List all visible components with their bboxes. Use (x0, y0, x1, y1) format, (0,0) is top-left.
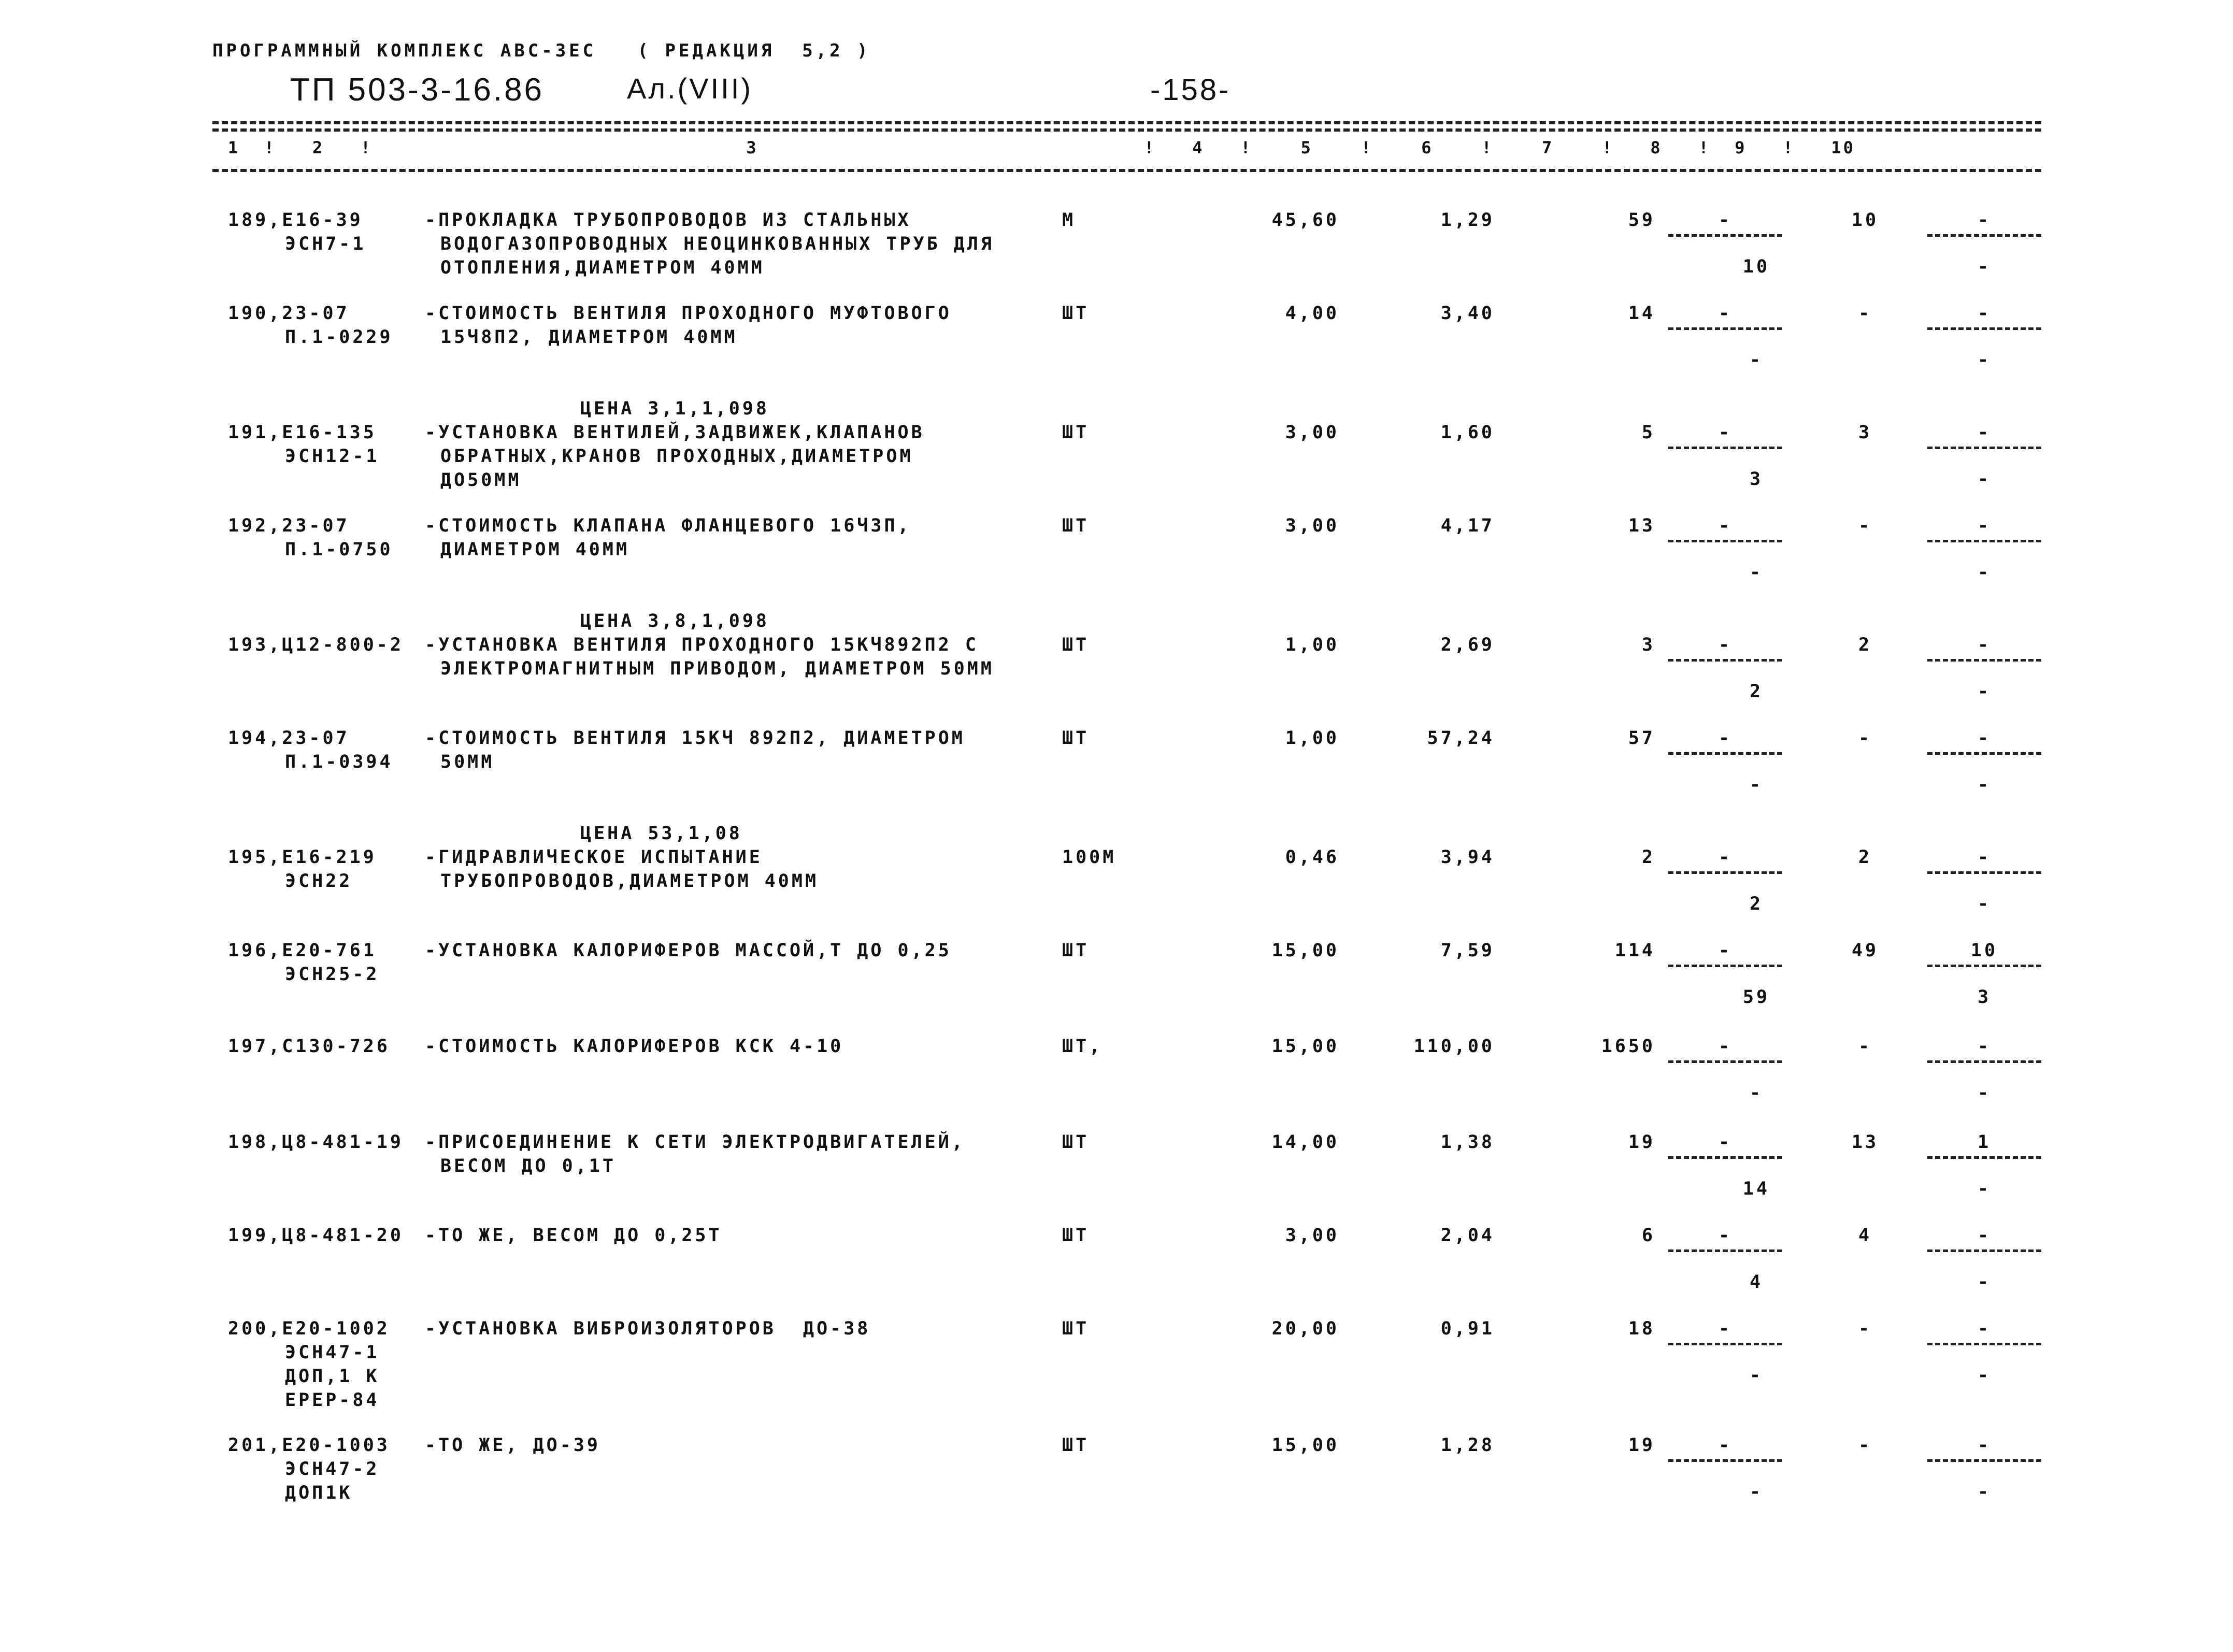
row-unit-price: 57,24 (1427, 728, 1495, 749)
row-description: ДО50ММ (440, 470, 522, 491)
col8-divider (1668, 965, 1782, 967)
row-quantity: 1,00 (1285, 728, 1339, 749)
col10-bottom: - (1977, 894, 1992, 914)
col10-bottom: - (1977, 562, 1992, 583)
row-total: 114 (1614, 940, 1655, 961)
row-total: 3 (1641, 635, 1655, 655)
row-code: 190,23-07 (228, 303, 350, 324)
col8-bottom: 2 (1749, 894, 1764, 914)
col9-value: 3 (1858, 422, 1872, 443)
col8-divider (1668, 1060, 1782, 1063)
row-description: -СТОИМОСТЬ КЛАПАНА ФЛАНЦЕВОГО 16Ч3П, (425, 515, 911, 536)
col8-top: - (1718, 847, 1733, 868)
col10-top: - (1977, 1318, 1992, 1339)
row-description: -СТОИМОСТЬ ВЕНТИЛЯ ПРОХОДНОГО МУФТОВОГО (425, 303, 952, 324)
row-total: 19 (1628, 1132, 1655, 1153)
row-quantity: 3,00 (1285, 515, 1339, 536)
col8-divider (1668, 1343, 1782, 1345)
col8-top: - (1718, 210, 1733, 231)
header-rule-top-2 (212, 128, 2041, 132)
row-total: 6 (1641, 1225, 1655, 1246)
col10-bottom: 3 (1977, 987, 1992, 1008)
col8-top: - (1718, 1318, 1733, 1339)
row-unit: ШТ (1062, 303, 1090, 324)
row-quantity: 1,00 (1285, 635, 1339, 655)
col9-value: - (1858, 1435, 1872, 1456)
row-total: 59 (1628, 210, 1655, 231)
row-code: 198,Ц8-481-19 (228, 1132, 404, 1153)
col10-bottom: - (1977, 774, 1992, 795)
col10-bottom: - (1977, 1482, 1992, 1502)
col8-top: - (1718, 422, 1733, 443)
row-unit: 100М (1062, 847, 1116, 868)
row-description: -ПРИСОЕДИНЕНИЕ К СЕТИ ЭЛЕКТРОДВИГАТЕЛЕЙ, (425, 1132, 965, 1153)
row-unit-price: 1,29 (1440, 210, 1495, 231)
col10-divider (1927, 871, 2041, 874)
col8-bottom: - (1749, 1083, 1764, 1103)
col9-value: - (1858, 728, 1872, 749)
row-code: 199,Ц8-481-20 (228, 1225, 404, 1246)
row-unit-price: 7,59 (1440, 940, 1495, 961)
row-unit: ШТ, (1062, 1036, 1103, 1057)
row-code: 195,Е16-219 (228, 847, 377, 868)
col10-bottom: - (1977, 1272, 1992, 1292)
row-unit: ШТ (1062, 728, 1090, 749)
col8-top: - (1718, 303, 1733, 324)
row-code: 192,23-07 (228, 515, 350, 536)
col10-divider (1927, 1459, 2041, 1462)
row-code: 194,23-07 (228, 728, 350, 749)
col8-bottom: 2 (1749, 681, 1764, 702)
col8-top: - (1718, 1132, 1733, 1153)
col9-value: - (1858, 1036, 1872, 1057)
row-quantity: 15,00 (1271, 940, 1339, 961)
row-description: ОБРАТНЫХ,КРАНОВ ПРОХОДНЫХ,ДИАМЕТРОМ (440, 446, 913, 467)
row-quantity: 0,46 (1285, 847, 1339, 868)
row-description: 15Ч8П2, ДИАМЕТРОМ 40ММ (440, 327, 738, 348)
row-unit: ШТ (1062, 515, 1090, 536)
row-unit: ШТ (1062, 635, 1090, 655)
col8-divider (1668, 1156, 1782, 1159)
col8-divider (1668, 659, 1782, 662)
row-code: 197,С130-726 (228, 1036, 390, 1057)
col10-divider (1927, 234, 2041, 237)
col10-divider (1927, 1060, 2041, 1063)
row-description: ЭЛЕКТРОМАГНИТНЫМ ПРИВОДОМ, ДИАМЕТРОМ 50ММ (440, 658, 994, 679)
header-rule-bottom (212, 169, 2041, 172)
col10-top: - (1977, 1225, 1992, 1246)
col10-top: 1 (1977, 1132, 1992, 1153)
col8-bottom: 59 (1742, 987, 1770, 1008)
col8-bottom: 3 (1749, 469, 1764, 490)
col8-bottom: - (1749, 1365, 1764, 1386)
doc-code: ТП 503-3-16.86 (290, 72, 545, 108)
row-unit-price: 2,04 (1440, 1225, 1495, 1246)
row-unit: ШТ (1062, 1132, 1090, 1153)
row-code: ЭСН12-1 (285, 446, 380, 467)
row-unit-price: 2,69 (1440, 635, 1495, 655)
col8-bottom: 14 (1742, 1179, 1770, 1199)
header-rule-top (212, 121, 2041, 124)
row-description: -УСТАНОВКА КАЛОРИФЕРОВ МАССОЙ,Т ДО 0,25 (425, 940, 952, 961)
row-unit-price: 110,00 (1413, 1036, 1495, 1057)
col9-value: - (1858, 1318, 1872, 1339)
col8-divider (1668, 871, 1782, 874)
row-description: ВЕСОМ ДО 0,1Т (440, 1156, 616, 1176)
row-quantity: 20,00 (1271, 1318, 1339, 1339)
row-unit-price: 3,40 (1440, 303, 1495, 324)
row-unit-price: 4,17 (1440, 515, 1495, 536)
col8-divider (1668, 234, 1782, 237)
row-total: 14 (1628, 303, 1655, 324)
row-unit-price: 1,28 (1440, 1435, 1495, 1456)
col10-top: - (1977, 422, 1992, 443)
col9-value: 2 (1858, 635, 1872, 655)
row-quantity: 4,00 (1285, 303, 1339, 324)
col10-divider (1927, 752, 2041, 755)
row-unit: ШТ (1062, 940, 1090, 961)
col8-top: - (1718, 940, 1733, 961)
col9-value: - (1858, 303, 1872, 324)
row-code: ЭСН7-1 (285, 234, 366, 254)
row-code: ЭСН47-2 (285, 1459, 380, 1479)
row-description: -ГИДРАВЛИЧЕСКОЕ ИСПЫТАНИЕ (425, 847, 763, 868)
row-description: -УСТАНОВКА ВЕНТИЛЕЙ,ЗАДВИЖЕК,КЛАПАНОВ (425, 422, 925, 443)
col9-value: 49 (1851, 940, 1879, 961)
col10-top: - (1977, 728, 1992, 749)
row-description: 50ММ (440, 752, 495, 772)
col8-top: - (1718, 1036, 1733, 1057)
row-code: 201,Е20-1003 (228, 1435, 390, 1456)
row-code: ДОП,1 К (285, 1366, 380, 1387)
col10-divider (1927, 1156, 2041, 1159)
row-description: -ТО ЖЕ, ВЕСОМ ДО 0,25Т (425, 1225, 722, 1246)
row-code: ЭСН47-1 (285, 1342, 380, 1363)
col8-divider (1668, 540, 1782, 542)
album-label: Ал.(VIII) (627, 72, 753, 105)
row-code: 196,Е20-761 (228, 940, 377, 961)
col10-top: - (1977, 1036, 1992, 1057)
col10-bottom: - (1977, 1179, 1992, 1199)
row-quantity: 15,00 (1271, 1435, 1339, 1456)
row-description: ТРУБОПРОВОДОВ,ДИАМЕТРОМ 40ММ (440, 871, 819, 892)
row-description: -УСТАНОВКА ВИБРОИЗОЛЯТОРОВ ДО-38 (425, 1318, 871, 1339)
col8-divider (1668, 1249, 1782, 1252)
row-description: -УСТАНОВКА ВЕНТИЛЯ ПРОХОДНОГО 15КЧ892П2 С (425, 635, 979, 655)
col8-bottom: - (1749, 562, 1764, 583)
col10-divider (1927, 1343, 2041, 1345)
col9-value: 2 (1858, 847, 1872, 868)
col10-bottom: - (1977, 1365, 1992, 1386)
row-total: 13 (1628, 515, 1655, 536)
row-total: 2 (1641, 847, 1655, 868)
row-unit: ШТ (1062, 1435, 1090, 1456)
col10-bottom: - (1977, 469, 1992, 490)
col10-divider (1927, 327, 2041, 330)
col8-bottom: - (1749, 350, 1764, 370)
row-description: ВОДОГАЗОПРОВОДНЫХ НЕОЦИНКОВАННЫХ ТРУБ ДЛЯ (440, 234, 994, 254)
column-numbers-row: 1 ! 2 ! 3 ! 4 ! 5 ! 6 ! 7 ! 8 ! 9 ! 10 (228, 138, 1855, 157)
row-description: ОТОПЛЕНИЯ,ДИАМЕТРОМ 40ММ (440, 257, 765, 278)
price-reference: ЦЕНА 3,1,1,098 (580, 398, 770, 419)
row-quantity: 3,00 (1285, 422, 1339, 443)
col10-top: 10 (1970, 940, 1998, 961)
row-unit: ШТ (1062, 1318, 1090, 1339)
col9-value: 4 (1858, 1225, 1872, 1246)
col10-top: - (1977, 1435, 1992, 1456)
col10-bottom: - (1977, 350, 1992, 370)
row-quantity: 15,00 (1271, 1036, 1339, 1057)
col8-divider (1668, 327, 1782, 330)
row-description: -СТОИМОСТЬ ВЕНТИЛЯ 15КЧ 892П2, ДИАМЕТРОМ (425, 728, 965, 749)
row-total: 18 (1628, 1318, 1655, 1339)
row-code: 191,Е16-135 (228, 422, 377, 443)
row-unit: ШТ (1062, 1225, 1090, 1246)
row-unit: ШТ (1062, 422, 1090, 443)
row-total: 19 (1628, 1435, 1655, 1456)
program-header: ПРОГРАММНЫЙ КОМПЛЕКС АВС-3ЕС ( РЕДАКЦИЯ 5,2 ) (212, 40, 871, 61)
row-code: П.1-0229 (285, 327, 393, 348)
row-description: -ПРОКЛАДКА ТРУБОПРОВОДОВ ИЗ СТАЛЬНЫХ (425, 210, 911, 231)
row-unit-price: 0,91 (1440, 1318, 1495, 1339)
col10-top: - (1977, 847, 1992, 868)
row-code: 189,Е16-39 (228, 210, 363, 231)
col10-top: - (1977, 303, 1992, 324)
row-total: 1650 (1601, 1036, 1655, 1057)
row-quantity: 3,00 (1285, 1225, 1339, 1246)
row-unit: М (1062, 210, 1076, 231)
col8-top: - (1718, 1435, 1733, 1456)
row-quantity: 14,00 (1271, 1132, 1339, 1153)
row-quantity: 45,60 (1271, 210, 1339, 231)
col8-bottom: - (1749, 774, 1764, 795)
col9-value: 10 (1851, 210, 1879, 231)
row-unit-price: 3,94 (1440, 847, 1495, 868)
row-total: 57 (1628, 728, 1655, 749)
col9-value: - (1858, 515, 1872, 536)
row-code: ЭСН22 (285, 871, 353, 892)
row-code: ЕРЕР-84 (285, 1390, 380, 1411)
price-reference: ЦЕНА 53,1,08 (580, 823, 742, 844)
col10-top: - (1977, 635, 1992, 655)
col10-divider (1927, 1249, 2041, 1252)
col8-top: - (1718, 635, 1733, 655)
col8-top: - (1718, 1225, 1733, 1246)
price-reference: ЦЕНА 3,8,1,098 (580, 611, 770, 631)
row-code: П.1-0394 (285, 752, 393, 772)
row-code: 193,Ц12-800-2 (228, 635, 404, 655)
row-code: 200,Е20-1002 (228, 1318, 390, 1339)
col10-divider (1927, 659, 2041, 662)
col10-bottom: - (1977, 681, 1992, 702)
col10-bottom: - (1977, 256, 1992, 277)
col8-top: - (1718, 728, 1733, 749)
col8-divider (1668, 752, 1782, 755)
row-unit-price: 1,38 (1440, 1132, 1495, 1153)
col8-bottom: - (1749, 1482, 1764, 1502)
col10-bottom: - (1977, 1083, 1992, 1103)
row-unit-price: 1,60 (1440, 422, 1495, 443)
col9-value: 13 (1851, 1132, 1879, 1153)
col8-divider (1668, 447, 1782, 449)
row-description: ДИАМЕТРОМ 40ММ (440, 539, 630, 560)
col10-divider (1927, 540, 2041, 542)
row-code: П.1-0750 (285, 539, 393, 560)
col8-bottom: 4 (1749, 1272, 1764, 1292)
col10-top: - (1977, 515, 1992, 536)
row-code: ЭСН25-2 (285, 964, 380, 985)
col10-divider (1927, 965, 2041, 967)
col8-divider (1668, 1459, 1782, 1462)
page-number: -158- (1150, 73, 1231, 107)
row-code: ДОП1К (285, 1483, 353, 1503)
row-description: -ТО ЖЕ, ДО-39 (425, 1435, 600, 1456)
col10-top: - (1977, 210, 1992, 231)
col8-top: - (1718, 515, 1733, 536)
row-description: -СТОИМОСТЬ КАЛОРИФЕРОВ КСК 4-10 (425, 1036, 844, 1057)
col10-divider (1927, 447, 2041, 449)
row-total: 5 (1641, 422, 1655, 443)
col8-bottom: 10 (1742, 256, 1770, 277)
